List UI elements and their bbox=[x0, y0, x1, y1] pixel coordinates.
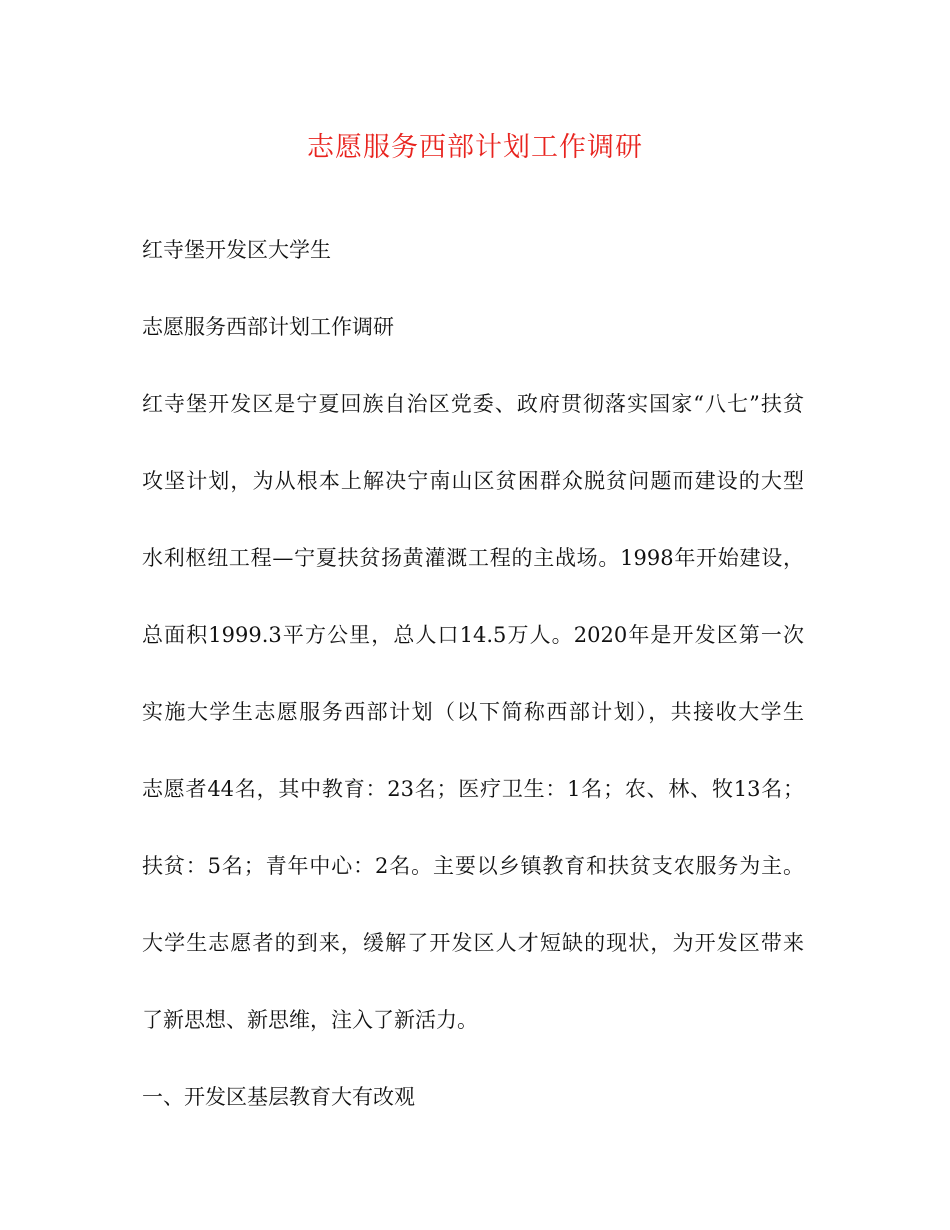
paragraph-line: 志愿者44名，其中教育：23名；医疗卫生：1名；农、林、牧13名； bbox=[142, 777, 804, 801]
document-body bbox=[142, 228, 804, 1152]
section-heading: 一、开发区基层教育大有改观 bbox=[142, 1085, 415, 1109]
paragraph-line: 水利枢纽工程—宁夏扶贫扬黄灌溉工程的主战场。1998年开始建设， bbox=[142, 546, 804, 570]
paragraph-line: 总面积1999.3平方公里，总人口14.5万人。2020年是开发区第一次 bbox=[142, 623, 804, 647]
document-title: 志愿服务西部计划工作调研 bbox=[307, 132, 643, 163]
paragraph-line: 实施大学生志愿服务西部计划（以下简称西部计划），共接收大学生 bbox=[142, 700, 804, 724]
paragraph-line: 扶贫：5名；青年中心：2名。主要以乡镇教育和扶贫支农服务为主。 bbox=[142, 854, 804, 878]
subtitle-line-2: 志愿服务西部计划工作调研 bbox=[142, 315, 394, 339]
paragraph-line: 攻坚计划，为从根本上解决宁南山区贫困群众脱贫问题而建设的大型 bbox=[142, 469, 804, 493]
paragraph-line: 大学生志愿者的到来，缓解了开发区人才短缺的现状，为开发区带来 bbox=[142, 931, 804, 955]
paragraph-line: 红寺堡开发区是宁夏回族自治区党委、政府贯彻落实国家“八七”扶贫 bbox=[142, 392, 804, 416]
subtitle-line-1: 红寺堡开发区大学生 bbox=[142, 238, 331, 262]
paragraph-line-last: 了新思想、新思维，注入了新活力。 bbox=[142, 1008, 478, 1032]
